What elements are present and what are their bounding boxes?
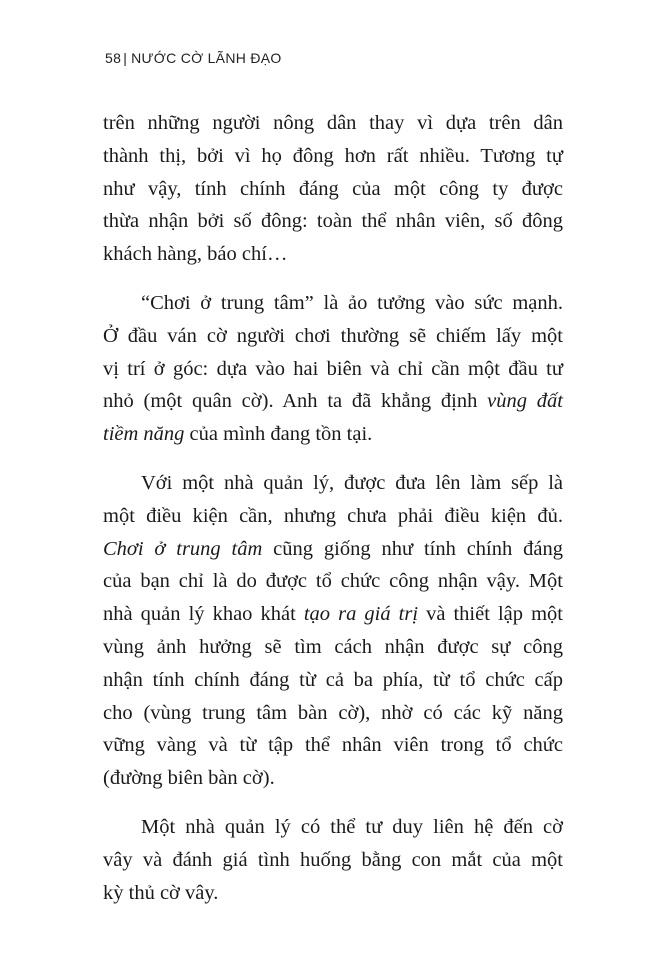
- paragraph-2: [103, 287, 563, 451]
- text-line: của bạn chỉ là do được tổ chức công nhận vậy. Một: [103, 570, 563, 593]
- text-line: thành thị, bởi vì họ đông hơn rất nhiều. Tương tự: [103, 144, 563, 167]
- text-line: Một nhà quản lý có thể tư duy liên hệ đến cờ: [141, 815, 563, 838]
- text-run: và thiết lập một: [418, 603, 563, 626]
- paragraph-4: [103, 811, 563, 909]
- paragraph-3: [103, 467, 563, 795]
- text-run: nhà quản lý khao khát: [103, 603, 304, 626]
- text-line: nhận tính chính đáng từ cả ba phía, từ tổ chức cấp: [103, 668, 563, 691]
- page-number: 58: [105, 50, 122, 66]
- text-line: Với một nhà quản lý, được đưa lên làm sếp là: [141, 471, 563, 494]
- text-line: vây và đánh giá tình huống bằng con mắt của một: [103, 848, 563, 871]
- text-line: [103, 533, 563, 566]
- body-text: [103, 107, 563, 909]
- text-line: kỳ thủ cờ vây.: [103, 881, 219, 904]
- text-line: vững vàng và từ tập thể nhân viên trong tổ chức: [103, 734, 563, 757]
- text-run: của mình đang tồn tại.: [184, 423, 373, 446]
- text-line: cho (vùng trung tâm bàn cờ), nhờ có các kỹ năng: [103, 701, 563, 724]
- text-line: như vậy, tính chính đáng của một công ty được: [103, 177, 563, 200]
- emphasis-text: tạo ra giá trị: [303, 603, 419, 626]
- text-run: nhỏ (một quân cờ). Anh ta đã khẳng định: [103, 390, 488, 413]
- paragraph-1: [103, 107, 563, 271]
- text-line: [103, 598, 563, 631]
- text-line: Ở đầu ván cờ người chơi thường sẽ chiếm lấy một: [103, 324, 563, 347]
- text-line: [103, 385, 563, 418]
- running-header: [105, 50, 282, 66]
- text-run: cũng giống như tính chính đáng: [262, 537, 563, 560]
- book-title: NƯỚC CỜ LÃNH ĐẠO: [131, 50, 282, 66]
- text-line: vùng ảnh hưởng sẽ tìm cách nhận được sự công: [103, 635, 563, 658]
- text-line: trên những người nông dân thay vì dựa trên dân: [103, 112, 563, 134]
- emphasis-text: vùng đất: [487, 390, 563, 413]
- text-line: vị trí ở góc: dựa vào hai biên và chỉ cần một đầu tư: [103, 357, 563, 380]
- text-line: [103, 418, 563, 451]
- text-line: (đường biên bàn cờ).: [103, 767, 275, 790]
- text-line: “Chơi ở trung tâm” là ảo tưởng vào sức mạnh.: [141, 291, 563, 314]
- text-line: một điều kiện cần, nhưng chưa phải điều kiện đủ.: [103, 504, 563, 527]
- header-separator: |: [123, 50, 128, 66]
- text-line: khách hàng, báo chí…: [103, 243, 288, 266]
- emphasis-text: Chơi ở trung tâm: [103, 537, 263, 560]
- emphasis-text: tiềm năng: [103, 423, 185, 446]
- text-line: thừa nhận bởi số đông: toàn thể nhân viên, số đông: [103, 210, 563, 233]
